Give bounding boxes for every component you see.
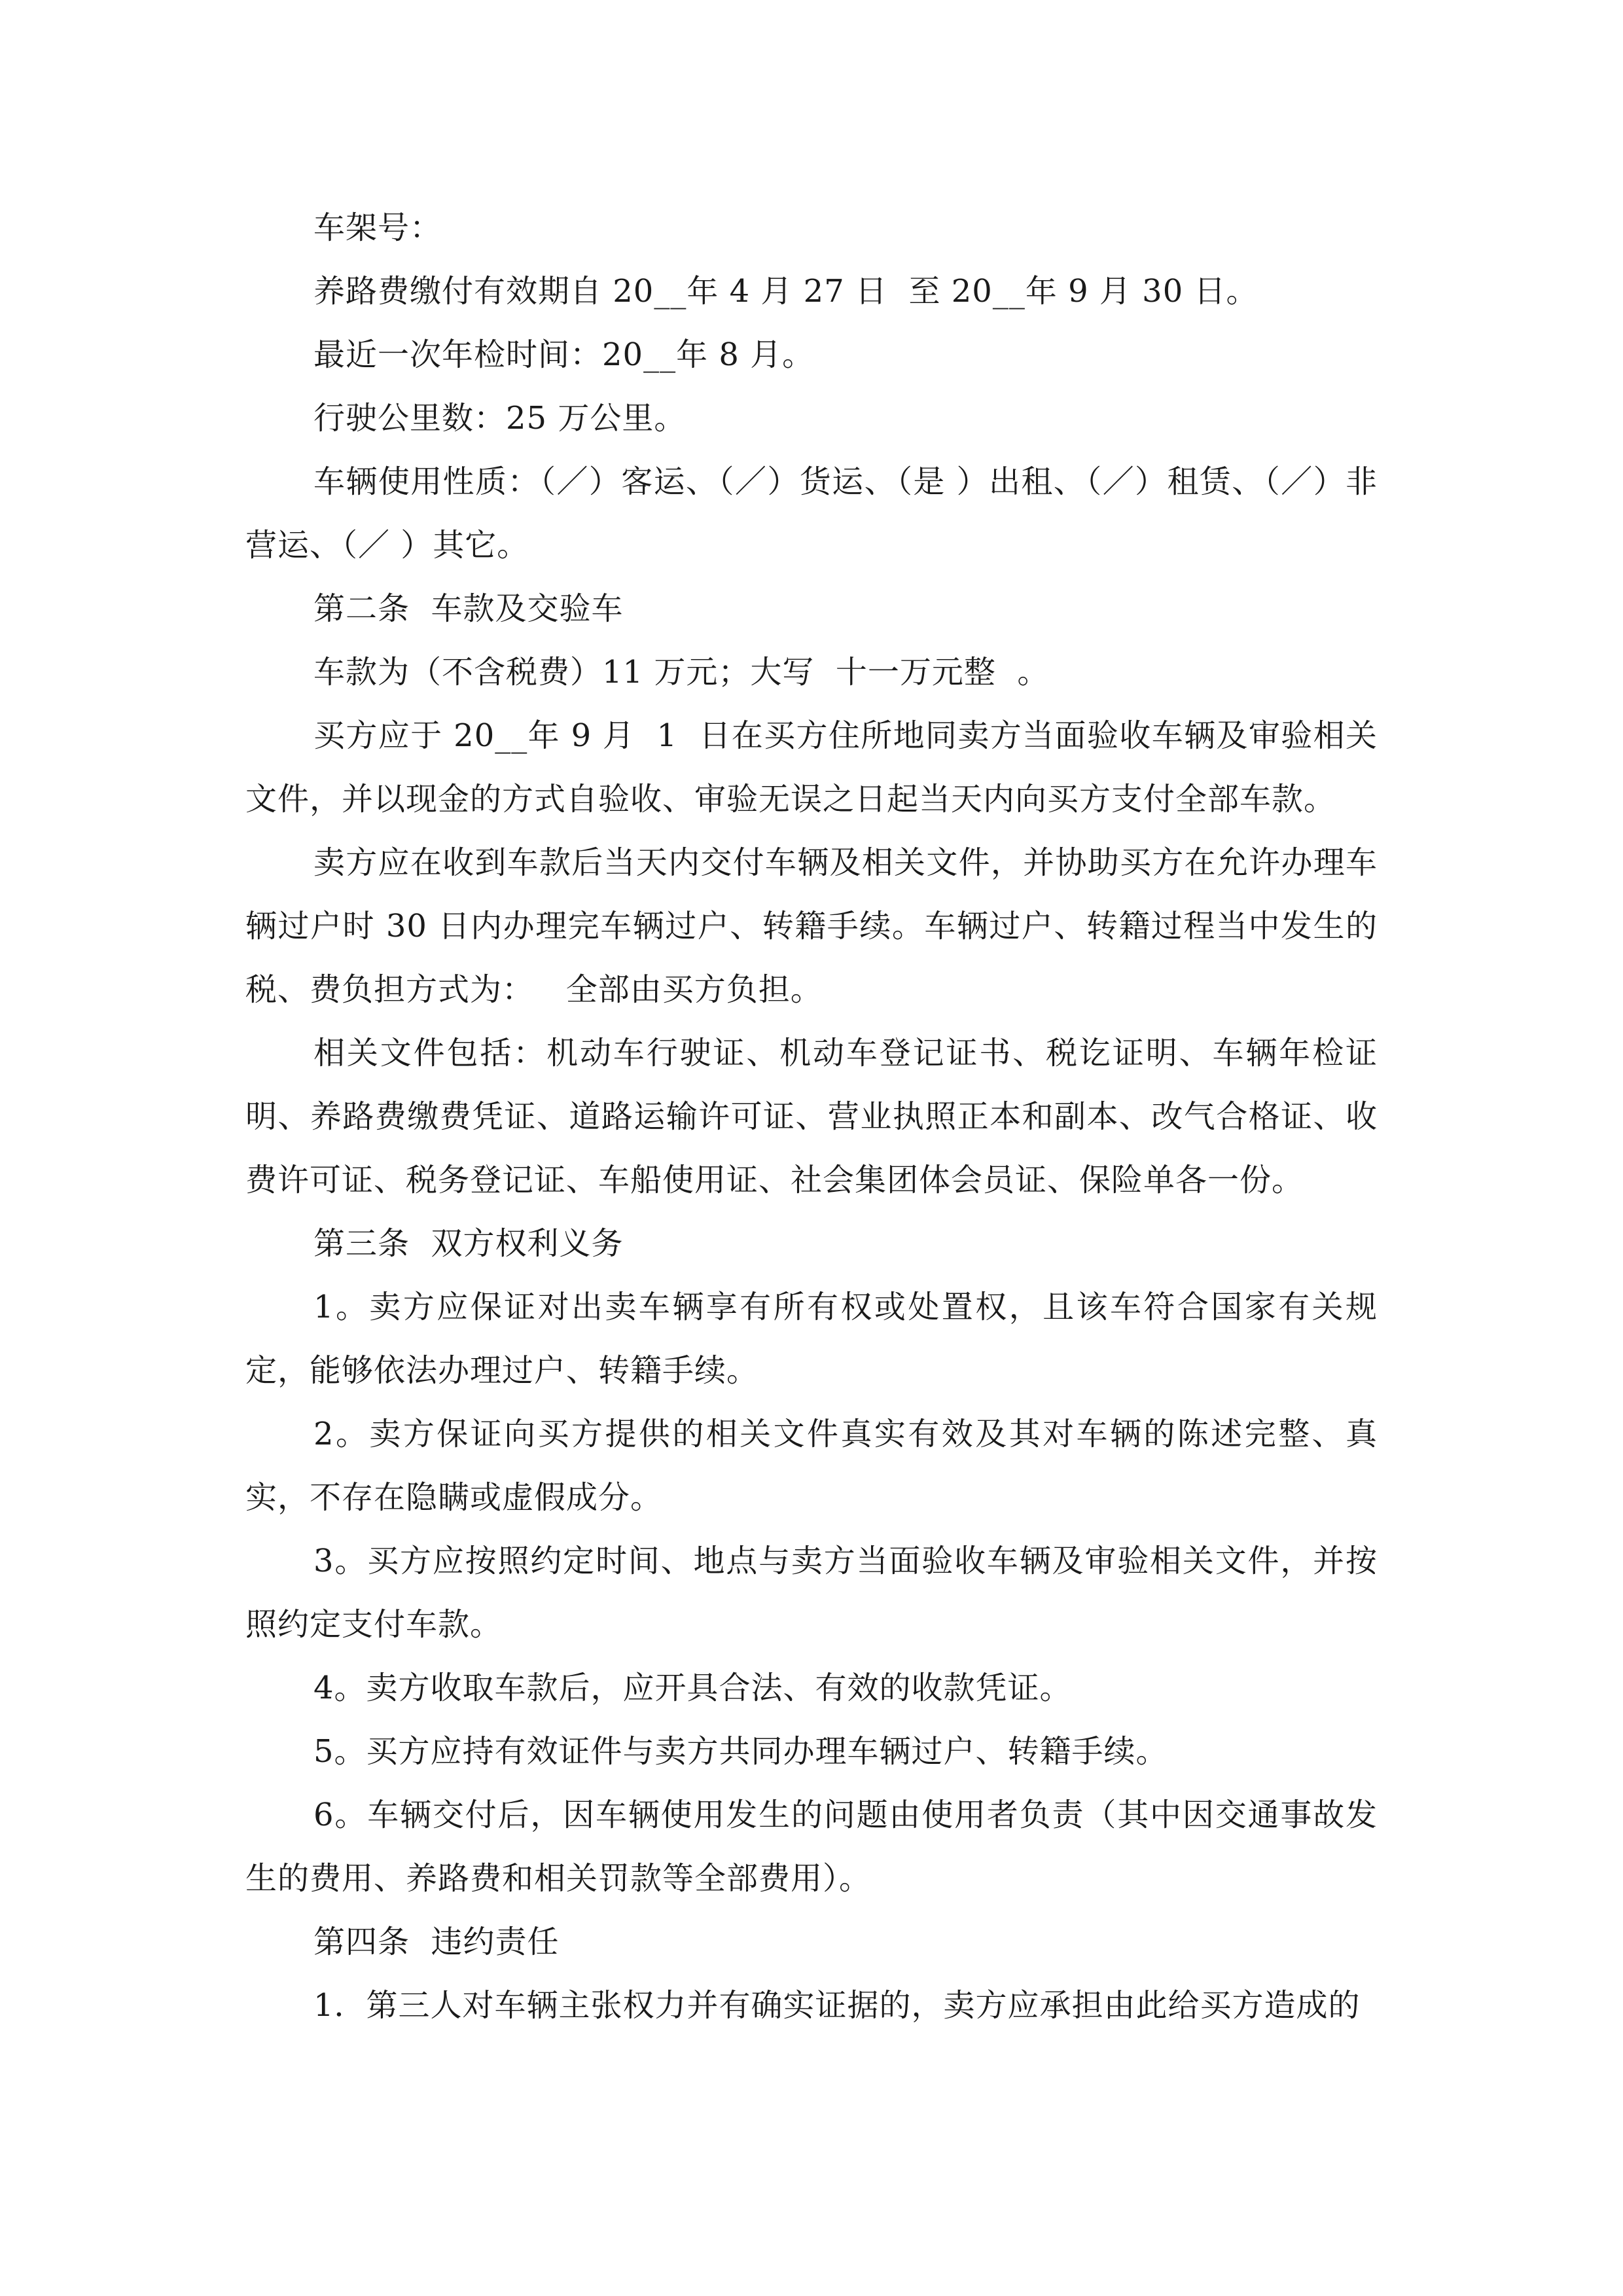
inspection-clause: 买方应于 20__年 9 月 1 日在买方住所地同卖方当面验收车辆及审验相关文件，并以现金的方式自验收、审验无误之日起当天内向买方支付全部车款。 [245,717,1378,817]
mileage: 行驶公里数：25 万公里。 [313,400,687,437]
road-fee-period: 养路费缴付有效期自 20__年 4 月 27 日 至 20__年 9 月 30 日。 [313,273,1258,310]
article-4-heading: 第四条 违约责任 [313,1924,560,1960]
article-3-heading: 第三条 双方权利义务 [313,1225,624,1262]
obligation-1: 1。卖方应保证对出卖车辆享有所有权或处置权，且该车符合国家有关规定，能够依法办理过户、转籍手续。 [245,1289,1378,1389]
last-inspection: 最近一次年检时间：20__年 8 月。 [313,336,815,373]
obligation-6: 6。车辆交付后，因车辆使用发生的问题由使用者负责（其中因交通事故发生的费用、养路费和相关罚款等全部费用）。 [245,1797,1378,1897]
liability-1: 1．第三人对车辆主张权力并有确实证据的，卖方应承担由此给买方造成的 [313,1987,1361,2024]
documents-clause: 相关文件包括：机动车行驶证、机动车登记证书、税讫证明、车辆年检证明、养路费缴费凭证、道路运输许可证、营业执照正本和副本、改气合格证、收费许可证、税务登记证、车船使用证、社会集团体会员证、保险单各一份。 [245,1035,1378,1198]
obligation-3: 3。买方应按照约定时间、地点与卖方当面验收车辆及审验相关文件，并按照约定支付车款。 [245,1543,1378,1643]
delivery-clause: 卖方应在收到车款后当天内交付车辆及相关文件，并协助买方在允许办理车辆过户时 30 日内办理完车辆过户、转籍手续。车辆过户、转籍过程当中发生的税、费负担方式为： 全部由买方负担。 [245,844,1378,1008]
vin-line: 车架号： [313,209,442,246]
obligation-2: 2。卖方保证向买方提供的相关文件真实有效及其对车辆的陈述完整、真实，不存在隐瞒或虚假成分。 [245,1416,1378,1516]
obligation-4: 4。卖方收取车款后，应开具合法、有效的收款凭证。 [313,1670,1072,1706]
article-2-heading: 第二条 车款及交验车 [313,590,624,627]
document-body [245,196,1378,2037]
obligation-5: 5。买方应持有效证件与卖方共同办理车辆过户、转籍手续。 [313,1733,1168,1770]
vehicle-price: 车款为（不含税费）11 万元；大写 十一万元整 。 [313,654,1050,691]
vehicle-usage-type: 车辆使用性质：（／）客运、（／）货运、（是 ）出租、（／）租赁、（／）非营运、（／ ）其它。 [245,463,1378,564]
